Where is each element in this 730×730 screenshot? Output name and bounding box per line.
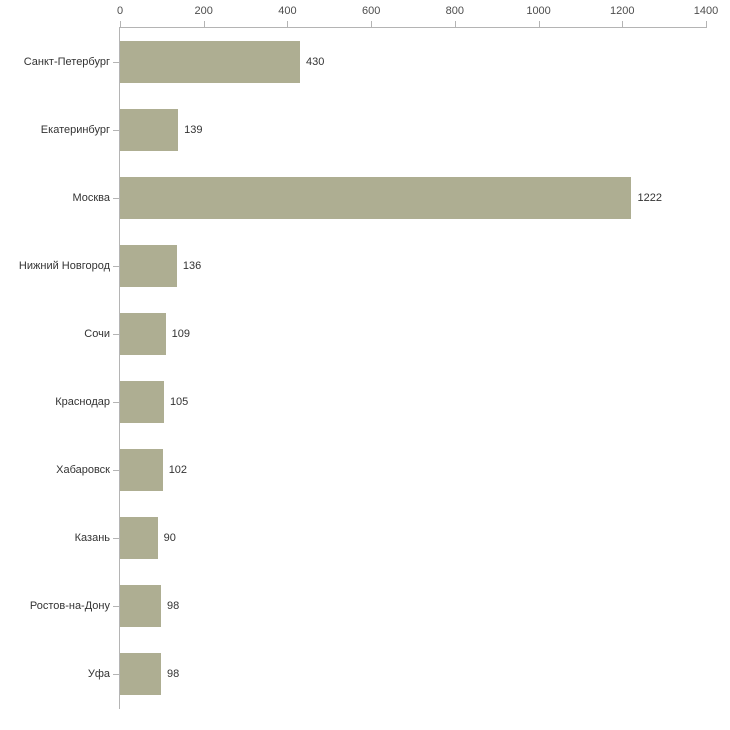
- x-tick-mark: [706, 21, 707, 28]
- y-tick-mark: [113, 674, 120, 675]
- bar-value-label: 136: [182, 260, 202, 272]
- x-tick-mark: [622, 21, 623, 28]
- x-tick-label: 400: [278, 5, 297, 17]
- bar-value-label: 90: [163, 532, 176, 544]
- category-label: Хабаровск: [56, 464, 110, 476]
- x-tick-label: 1000: [526, 5, 551, 17]
- category-label: Ростов-на-Дону: [29, 600, 110, 612]
- bar-value-label: 1222: [637, 192, 662, 204]
- bar[interactable]: [120, 177, 631, 219]
- x-tick-label: 1400: [693, 5, 719, 17]
- x-tick-label: 200: [194, 5, 213, 17]
- y-tick-mark: [113, 62, 120, 63]
- y-tick-mark: [113, 198, 120, 199]
- x-tick-mark: [204, 21, 205, 28]
- category-label: Санкт-Петербург: [23, 56, 110, 68]
- bar-value-label: 109: [171, 328, 190, 340]
- x-tick-mark: [287, 21, 288, 28]
- bar-value-label: 139: [184, 124, 203, 136]
- x-tick-label: 600: [361, 5, 381, 17]
- bar[interactable]: [120, 381, 164, 423]
- bar[interactable]: [120, 653, 161, 695]
- y-tick-mark: [113, 402, 120, 403]
- y-tick-mark: [113, 266, 120, 267]
- x-axis-line: [120, 27, 707, 28]
- x-tick-label: 0: [116, 5, 124, 17]
- bar[interactable]: [120, 245, 177, 287]
- x-tick-mark: [539, 21, 540, 28]
- bar-value-label: 98: [167, 668, 180, 680]
- y-tick-mark: [113, 334, 120, 335]
- y-tick-mark: [113, 538, 120, 539]
- category-label: Уфа: [87, 668, 110, 680]
- x-tick-label: 800: [445, 5, 465, 17]
- category-label: Сочи: [84, 328, 110, 340]
- x-tick-label: 1200: [610, 5, 635, 17]
- bar-value-label: 98: [167, 600, 180, 612]
- x-tick-mark: [455, 21, 456, 28]
- category-label: Москва: [72, 192, 110, 204]
- bar-value-label: 102: [168, 464, 188, 476]
- bar[interactable]: [120, 41, 300, 83]
- category-label: Краснодар: [55, 396, 110, 408]
- x-tick-mark: [120, 21, 121, 28]
- category-label: Нижний Новгород: [18, 260, 110, 272]
- x-tick-mark: [371, 21, 372, 28]
- y-tick-mark: [113, 606, 120, 607]
- bar[interactable]: [120, 585, 161, 627]
- y-tick-mark: [113, 470, 120, 471]
- y-tick-mark: [113, 130, 120, 131]
- bar[interactable]: [120, 109, 178, 151]
- bar-value-label: 105: [169, 396, 189, 408]
- bar[interactable]: [120, 313, 166, 355]
- category-label: Казань: [74, 532, 110, 544]
- bar-value-label: 430: [305, 56, 325, 68]
- category-label: Екатеринбург: [40, 124, 110, 136]
- bar[interactable]: [120, 517, 158, 559]
- bar[interactable]: [120, 449, 163, 491]
